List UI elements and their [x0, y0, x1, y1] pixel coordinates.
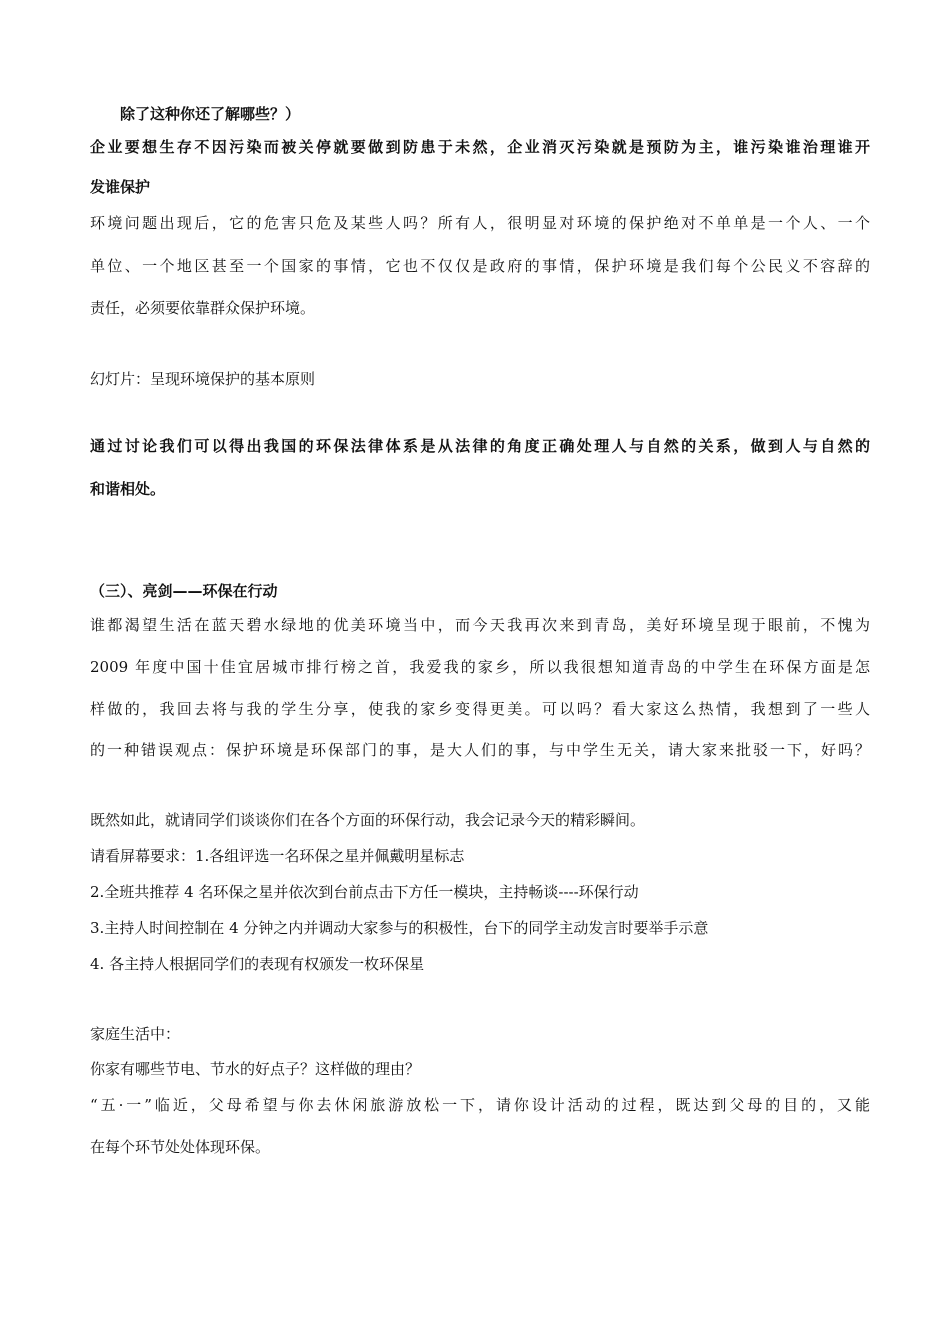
text-line-qingdao-2: 2009 年度中国十佳宜居城市排行榜之首，我爱我的家乡，所以我很想知道青岛的中学生在环保方面是怎: [90, 658, 870, 676]
text-line-requirement-1: 请看屏幕要求：1.各组评选一名环保之星并佩戴明星标志: [90, 847, 465, 865]
text-line-mayday-2: 在每个环节处处体现环保。: [90, 1138, 271, 1156]
text-line-requirement-4: 4. 各主持人根据同学们的表现有权颁发一枚环保星: [90, 955, 425, 973]
text-line-qingdao-4: 的一种错误观点：保护环境是环保部门的事，是大人们的事，与中学生无关，请大家来批驳一下，好吗？: [90, 741, 870, 759]
text-line-env-problem-2: 单位、一个地区甚至一个国家的事情，它也不仅仅是政府的事情，保护环境是我们每个公民义不容辞的: [90, 257, 870, 275]
text-line-env-problem-1: 环境问题出现后，它的危害只危及某些人吗？所有人，很明显对环境的保护绝对不单单是一个人、一个: [90, 214, 870, 232]
text-line-enterprise-1: 企业要想生存不因污染而被关停就要做到防患于未然，企业消灭污染就是预防为主，谁污染谁治理谁开: [90, 138, 870, 156]
text-line-requirement-3: 3.主持人时间控制在 4 分钟之内并调动大家参与的积极性，台下的同学主动发言时要举手示意: [90, 919, 709, 937]
text-line-qingdao-3: 样做的，我回去将与我的学生分享，使我的家乡变得更美。可以吗？看大家这么热情，我想到了一些人: [90, 700, 870, 718]
text-line-action-intro: 既然如此，就请同学们谈谈你们在各个方面的环保行动，我会记录今天的精彩瞬间。: [90, 811, 646, 829]
text-line-family-life: 家庭生活中：: [90, 1025, 181, 1043]
text-line-mayday-1: “五·一”临近，父母希望与你去休闲旅游放松一下，请你设计活动的过程，既达到父母的目的，又能: [90, 1096, 870, 1114]
text-line-slide-principles: 幻灯片：呈现环境保护的基本原则: [90, 370, 316, 388]
text-line-qingdao-1: 谁都渴望生活在蓝天碧水绿地的优美环境当中，而今天我再次来到青岛，美好环境呈现于眼前，不愧为: [90, 616, 870, 634]
text-line-discussion-1: 通过讨论我们可以得出我国的环保法律体系是从法律的角度正确处理人与自然的关系，做到人与自然的: [90, 437, 870, 455]
section-heading-3: （三）、亮剑——环保在行动: [90, 582, 278, 600]
text-line-enterprise-2: 发谁保护: [90, 178, 151, 196]
text-line-requirement-2: 2.全班共推荐 4 名环保之星并依次到台前点击下方任一模块，主持畅谈----环保行动: [90, 883, 639, 901]
text-line-discussion-2: 和谐相处。: [90, 480, 166, 498]
text-line-env-problem-3: 责任，必须要依靠群众保护环境。: [90, 299, 316, 317]
text-line-intro-question: 除了这种你还了解哪些？）: [120, 105, 301, 123]
text-line-family-question: 你家有哪些节电、节水的好点子？这样做的理由？: [90, 1060, 421, 1078]
